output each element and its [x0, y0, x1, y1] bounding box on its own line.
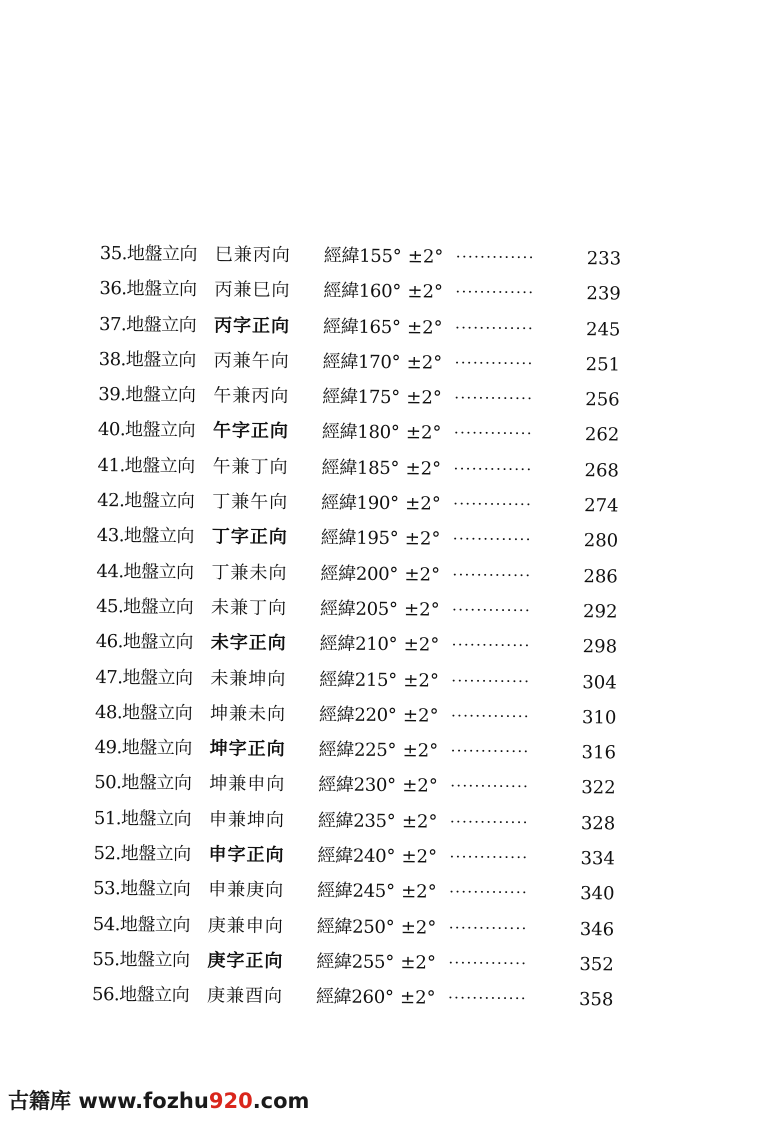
entry-direction: 未兼坤向 — [210, 667, 287, 690]
entry-page-number: 280 — [583, 530, 619, 552]
entry-label: 56.地盤立向 — [91, 984, 190, 1007]
entry-page-number: 298 — [582, 636, 618, 658]
toc-row — [100, 236, 640, 277]
entry-direction: 庚兼申向 — [207, 914, 284, 937]
entry-tolerance: ±2° — [399, 987, 436, 1009]
entry-direction: 申字正向 — [208, 844, 285, 867]
dot-leader: ············· — [455, 283, 535, 302]
entry-page-number: 268 — [584, 459, 620, 482]
entry-direction: 丙兼午向 — [213, 350, 290, 372]
entry-degree: 經緯250° — [316, 915, 395, 938]
entry-degree: 經緯230° — [318, 774, 396, 797]
entry-page-number: 334 — [580, 848, 615, 870]
entry-label: 38.地盤立向 — [98, 348, 196, 371]
entry-degree: 經緯215° — [319, 668, 398, 691]
toc-row — [94, 801, 634, 842]
toc-row — [98, 377, 638, 418]
entry-direction: 午兼丁向 — [212, 455, 289, 478]
entry-page-number: 322 — [581, 777, 616, 799]
entry-direction: 申兼坤向 — [208, 808, 286, 831]
dot-leader: ············· — [454, 388, 534, 408]
toc-row — [92, 942, 632, 983]
dot-leader: ············· — [450, 777, 530, 796]
entry-direction: 申兼庚向 — [208, 879, 285, 902]
entry-label: 53.地盤立向 — [93, 878, 191, 901]
entry-label: 49.地盤立向 — [94, 737, 192, 760]
toc-row — [97, 448, 637, 489]
entry-page-number: 292 — [582, 601, 618, 623]
site-url — [78, 1089, 309, 1113]
entry-label: 48.地盤立向 — [94, 701, 193, 724]
entry-tolerance: ±2° — [403, 634, 440, 656]
entry-page-number: 251 — [585, 353, 621, 376]
entry-degree: 經緯255° — [316, 951, 395, 974]
dot-leader: ············· — [452, 565, 532, 585]
entry-direction: 庚字正向 — [207, 950, 284, 972]
entry-direction: 丁字正向 — [211, 526, 288, 549]
entry-label: 52.地盤立向 — [93, 843, 191, 866]
entry-page-number: 245 — [585, 318, 621, 341]
entry-direction: 午兼丙向 — [213, 385, 290, 408]
entry-direction: 未兼丁向 — [211, 597, 288, 619]
entry-tolerance: ±2° — [406, 387, 442, 409]
entry-label: 42.地盤立向 — [97, 490, 195, 513]
entry-degree: 經緯220° — [318, 704, 397, 726]
entry-label: 43.地盤立向 — [96, 525, 195, 548]
url-prefix: www.fozhu — [78, 1089, 209, 1113]
toc-row — [97, 518, 637, 559]
entry-page-number: 358 — [578, 989, 614, 1011]
entry-label: 55.地盤立向 — [92, 948, 190, 971]
entry-degree: 經緯180° — [321, 421, 400, 444]
entry-page-number: 352 — [579, 953, 614, 976]
entry-label: 46.地盤立向 — [95, 631, 193, 654]
entry-label: 47.地盤立向 — [95, 666, 193, 689]
toc-row — [99, 342, 639, 383]
dot-leader: ············· — [450, 706, 530, 726]
entry-direction: 丁兼午向 — [212, 491, 289, 514]
entry-degree: 經緯235° — [317, 810, 396, 832]
entry-tolerance: ±2° — [405, 422, 442, 445]
dot-leader: ············· — [449, 883, 529, 902]
entry-tolerance: ±2° — [405, 493, 441, 515]
entry-page-number: 316 — [581, 742, 617, 764]
entry-degree: 經緯225° — [318, 739, 397, 762]
entry-degree: 經緯245° — [317, 880, 395, 903]
entry-direction: 午字正向 — [212, 420, 290, 443]
toc-row — [95, 660, 635, 701]
toc-row — [95, 695, 635, 736]
site-watermark — [8, 1085, 309, 1115]
entry-degree: 經緯185° — [321, 457, 400, 479]
entry-direction: 丙字正向 — [213, 314, 291, 337]
entry-degree: 經緯190° — [321, 492, 399, 515]
entry-tolerance: ±2° — [403, 669, 440, 692]
entry-tolerance: ±2° — [406, 352, 443, 374]
dot-leader: ············· — [452, 530, 532, 549]
entry-direction: 巳兼丙向 — [214, 244, 291, 266]
dot-leader: ············· — [451, 635, 531, 655]
dot-leader: ············· — [448, 953, 528, 973]
toc-row — [99, 271, 639, 312]
entry-degree: 經緯240° — [317, 845, 396, 868]
toc-rows — [92, 236, 640, 1018]
entry-tolerance: ±2° — [402, 705, 439, 727]
entry-label: 36.地盤立向 — [99, 278, 197, 301]
entry-tolerance: ±2° — [403, 599, 440, 621]
entry-degree: 經緯160° — [323, 280, 402, 303]
entry-page-number: 304 — [582, 671, 617, 693]
entry-page-number: 274 — [584, 495, 619, 517]
entry-degree: 經緯210° — [319, 633, 398, 656]
entry-page-number: 262 — [584, 424, 620, 446]
dot-leader: ············· — [453, 459, 533, 479]
toc-row — [93, 871, 633, 912]
entry-tolerance: ±2° — [401, 881, 437, 903]
dot-leader: ············· — [454, 318, 535, 338]
entry-tolerance: ±2° — [400, 916, 437, 939]
entry-page-number: 239 — [586, 283, 621, 305]
dot-leader: ············· — [449, 847, 529, 867]
entry-direction: 丙兼巳向 — [214, 279, 291, 302]
entry-degree: 經緯260° — [315, 986, 394, 1009]
site-name: 古籍库 — [8, 1089, 71, 1113]
entry-tolerance: ±2° — [406, 316, 443, 339]
dot-leader: ············· — [455, 247, 535, 267]
entry-page-number: 346 — [579, 918, 615, 941]
entry-tolerance: ±2° — [405, 457, 442, 480]
dot-leader: ············· — [454, 353, 534, 373]
entry-page-number: 310 — [581, 706, 617, 729]
dot-leader: ············· — [448, 918, 528, 938]
toc-row — [98, 412, 638, 453]
entry-label: 41.地盤立向 — [97, 454, 195, 477]
entry-degree: 經緯155° — [323, 245, 402, 268]
toc-row — [96, 589, 636, 630]
toc-row — [99, 307, 639, 348]
entry-degree: 經緯175° — [322, 386, 400, 409]
dot-leader: ············· — [453, 494, 533, 514]
dot-leader: ············· — [453, 424, 533, 444]
entry-direction: 庚兼酉向 — [206, 985, 284, 1008]
toc-row — [94, 765, 634, 806]
entry-label: 35.地盤立向 — [99, 242, 198, 266]
entry-label: 44.地盤立向 — [96, 560, 194, 583]
toc-row — [93, 907, 633, 948]
dot-leader: ············· — [451, 671, 531, 691]
dot-leader: ············· — [452, 600, 532, 620]
entry-page-number: 286 — [583, 565, 618, 588]
entry-label: 54.地盤立向 — [92, 913, 191, 936]
entry-direction: 坤兼未向 — [209, 703, 287, 725]
entry-direction: 丁兼未向 — [211, 561, 288, 584]
entry-direction: 坤兼申向 — [209, 773, 286, 796]
entry-page-number: 340 — [580, 883, 615, 905]
entry-label: 37.地盤立向 — [98, 313, 197, 336]
entry-label: 40.地盤立向 — [97, 419, 196, 442]
entry-label: 39.地盤立向 — [98, 384, 196, 407]
entry-tolerance: ±2° — [401, 810, 438, 833]
url-suffix: .com — [252, 1089, 310, 1113]
dot-leader: ············· — [450, 741, 530, 761]
toc-row — [97, 483, 637, 524]
entry-tolerance: ±2° — [402, 775, 438, 798]
entry-label: 50.地盤立向 — [94, 772, 192, 795]
toc-row — [96, 624, 636, 665]
entry-label: 45.地盤立向 — [96, 595, 194, 618]
entry-page-number: 256 — [585, 389, 620, 411]
entry-page-number: 328 — [580, 812, 616, 835]
entry-degree: 經緯165° — [322, 315, 401, 338]
toc-row — [93, 836, 633, 877]
toc-row — [96, 554, 636, 595]
entry-degree: 經緯200° — [320, 562, 399, 585]
entry-tolerance: ±2° — [404, 528, 441, 550]
entry-tolerance: ±2° — [401, 846, 438, 868]
dot-leader: ············· — [447, 988, 528, 1008]
entry-degree: 經緯195° — [320, 527, 399, 550]
entry-degree: 經緯170° — [322, 351, 401, 374]
entry-tolerance: ±2° — [400, 952, 437, 974]
toc-row — [94, 730, 634, 771]
entry-page-number: 233 — [586, 248, 622, 270]
url-accent: 920 — [208, 1089, 253, 1113]
toc-row — [92, 977, 632, 1018]
entry-tolerance: ±2° — [402, 740, 439, 762]
entry-tolerance: ±2° — [407, 246, 444, 268]
entry-tolerance: ±2° — [404, 563, 441, 586]
entry-label: 51.地盤立向 — [93, 807, 192, 830]
entry-direction: 未字正向 — [210, 632, 287, 655]
dot-leader: ············· — [449, 812, 529, 832]
entry-direction: 坤字正向 — [209, 738, 286, 761]
entry-degree: 經緯205° — [319, 598, 398, 621]
entry-tolerance: ±2° — [407, 281, 444, 303]
table-of-contents — [92, 236, 640, 1018]
